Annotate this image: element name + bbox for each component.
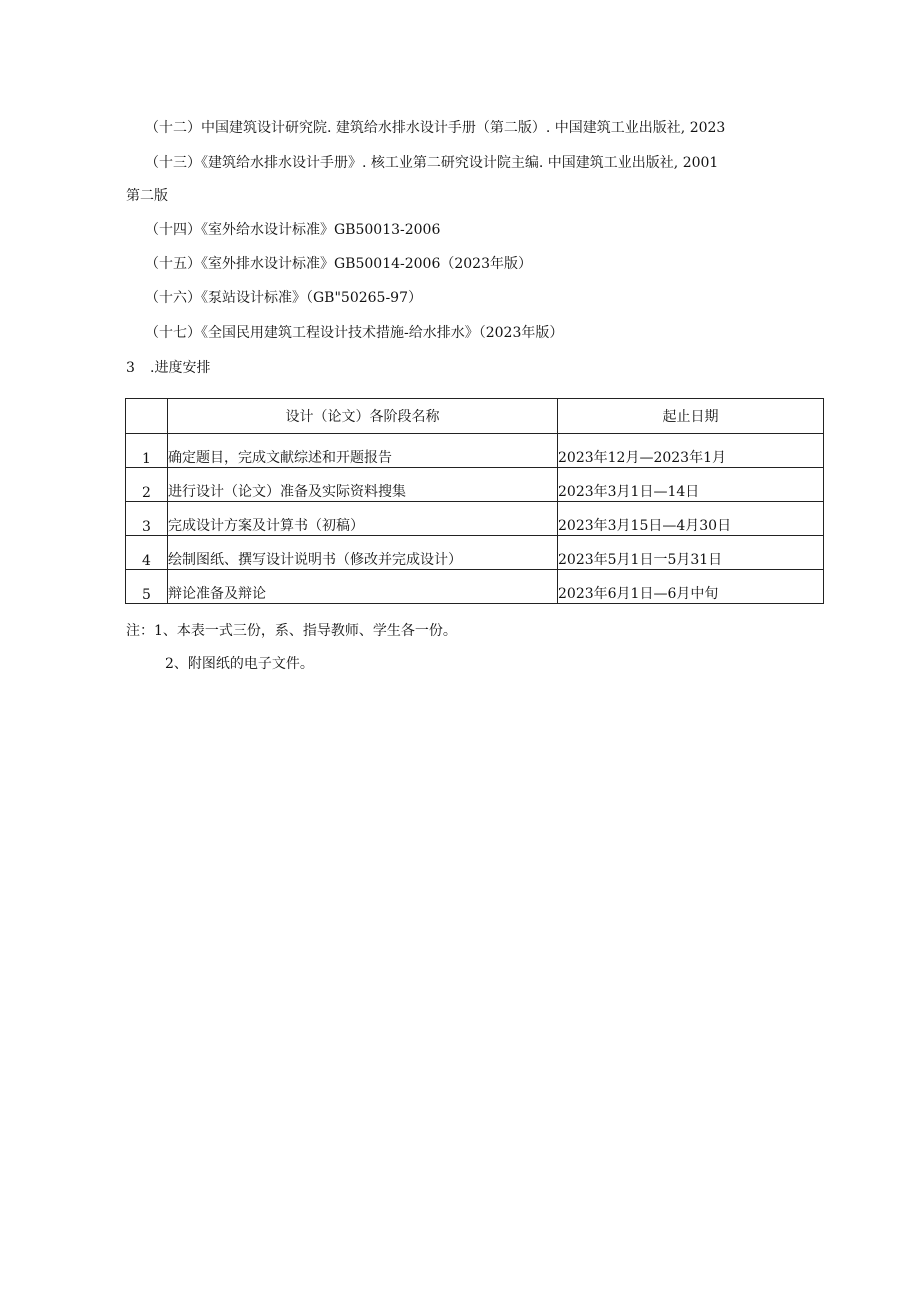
- section-heading: [126, 358, 210, 378]
- row-number: 5: [126, 570, 168, 604]
- section-title: .进度安排: [150, 360, 211, 376]
- reference-item: （十六）《泵站设计标准》（GB"50265-97）: [145, 290, 422, 306]
- reference-item: （十五）《室外排水设计标准》GB50014-2006（2023年版）: [145, 256, 532, 272]
- reference-item: （十三）《建筑给水排水设计手册》. 核工业第二研究设计院主编. 中国建筑工业出版社, 2001: [145, 155, 719, 171]
- table-header-row: [126, 399, 824, 434]
- stage-name-cell: 辩论准备及辩论: [168, 570, 558, 604]
- reference-item: （十二）中国建筑设计研究院. 建筑给水排水设计手册（第二版）. 中国建筑工业出版社, 2023: [145, 120, 726, 136]
- row-number: 1: [126, 434, 168, 468]
- table-row: [126, 502, 824, 536]
- note-line: 注：1、本表一式三份，系、指导教师、学生各一份。: [126, 623, 457, 639]
- section-number: 3: [126, 360, 135, 376]
- stage-name-cell: 完成设计方案及计算书（初稿）: [168, 502, 558, 536]
- note-line: 2、附图纸的电子文件。: [165, 656, 314, 672]
- header-cell-number: [126, 399, 168, 434]
- table-row: [126, 468, 824, 502]
- schedule-table: [125, 398, 824, 604]
- reference-item: （十四）《室外给水设计标准》GB50013-2006: [145, 222, 441, 238]
- reference-item: （十七）《全国民用建筑工程设计技术措施-给水排水》（2023年版）: [145, 325, 564, 341]
- date-range-cell: 2023年6月1日—6月中旬: [558, 570, 824, 604]
- header-cell-date-range: 起止日期: [558, 399, 824, 434]
- table-row: [126, 570, 824, 604]
- row-number: 3: [126, 502, 168, 536]
- date-range-cell: 2023年3月1日—14日: [558, 468, 824, 502]
- row-number: 4: [126, 536, 168, 570]
- stage-name-cell: 确定题目，完成文献综述和开题报告: [168, 434, 558, 468]
- header-cell-stage-name: 设计（论文）各阶段名称: [168, 399, 558, 434]
- date-range-cell: 2023年12月—2023年1月: [558, 434, 824, 468]
- date-range-cell: 2023年5月1日一5月31日: [558, 536, 824, 570]
- reference-item-continuation: 第二版: [126, 188, 168, 204]
- stage-name-cell: 进行设计（论文）准备及实际资料搜集: [168, 468, 558, 502]
- table-row: [126, 536, 824, 570]
- table-row: [126, 434, 824, 468]
- date-range-cell: 2023年3月15日—4月30日: [558, 502, 824, 536]
- stage-name-cell: 绘制图纸、撰写设计说明书（修改并完成设计）: [168, 536, 558, 570]
- row-number: 2: [126, 468, 168, 502]
